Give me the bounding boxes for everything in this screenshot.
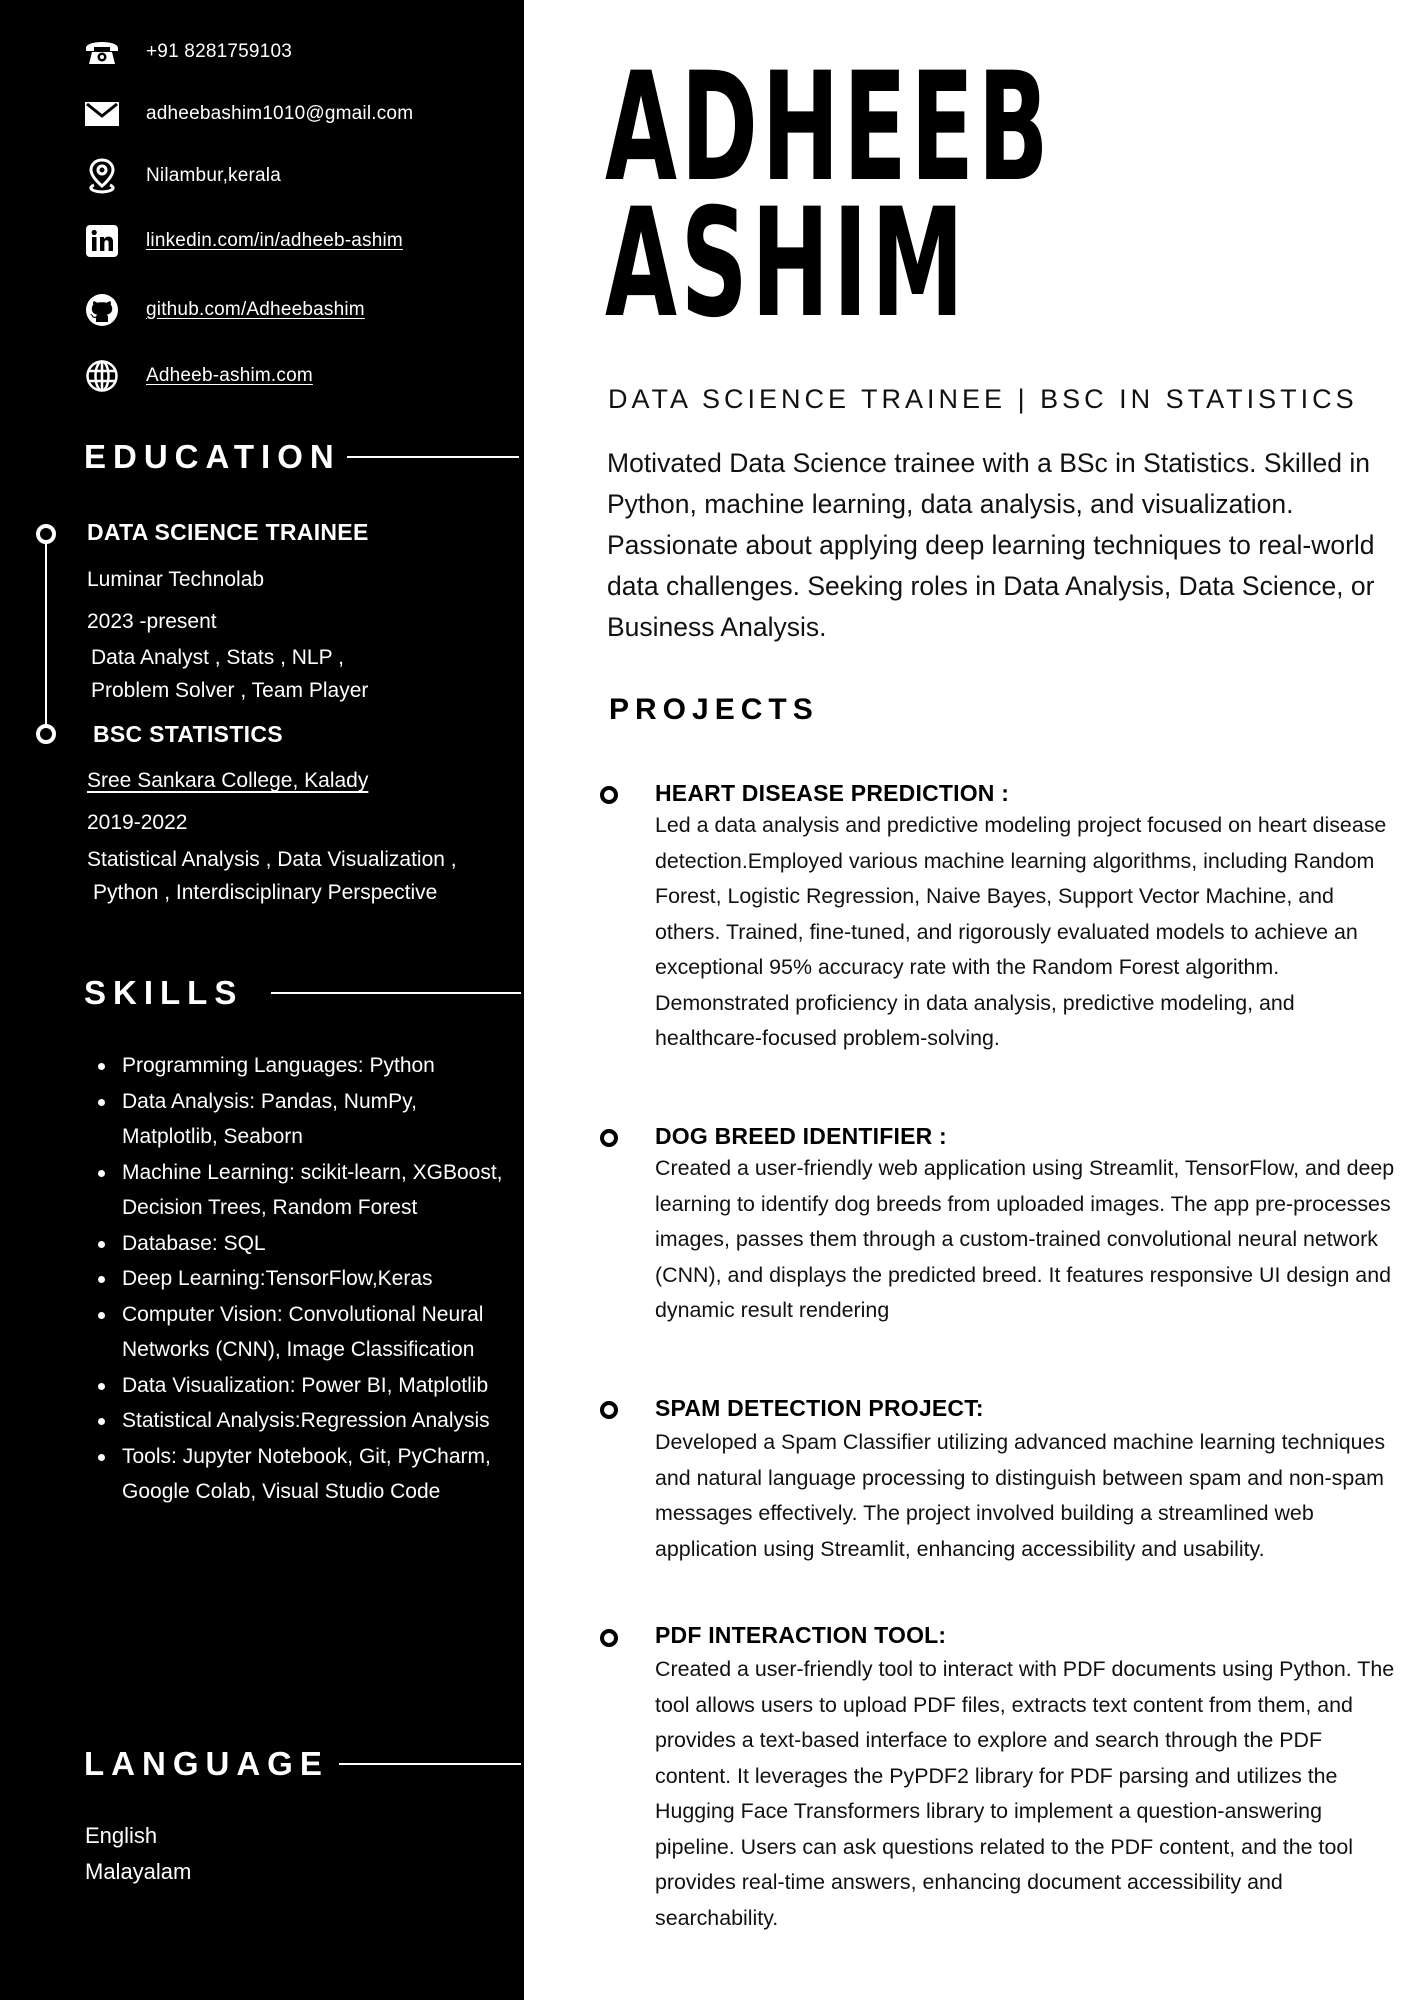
list-item: Machine Learning: scikit-learn, XGBoost, Decision Trees, Random Forest xyxy=(96,1155,516,1226)
education-timeline xyxy=(45,537,47,727)
envelope-icon xyxy=(82,94,122,134)
profile-summary: Motivated Data Science trainee with a BSc in Statistics. Skilled in Python, machine learning, data analysis, and visualization. Passionate about applying deep learning techniques to real-world data challenges. Seeking roles in Data Analysis, Data Science, or Business Analysis. xyxy=(607,448,1375,642)
project-description: Created a user-friendly tool to interact with PDF documents using Python. The tool allows users to upload PDF files, extracts text content from them, and provides a text-based interface to explore and search through the PDF content. It leverages the PyPDF2 library for PDF parsing and utilizes the Hugging Face Transformers library to implement a question-answering pipeline. Users can ask questions related to the PDF content, and the tool provides real-time answers, enhancing document accessibility and searchability. xyxy=(655,1657,1395,1930)
phone-number: +91 8281759103 xyxy=(146,41,292,62)
timeline-dot xyxy=(36,524,56,544)
education-period: 2019-2022 xyxy=(87,811,188,834)
list-item: Tools: Jupyter Notebook, Git, PyCharm, Google Colab, Visual Studio Code xyxy=(96,1439,516,1510)
contact-website[interactable] xyxy=(82,356,313,396)
list-item: Statistical Analysis:Regression Analysis xyxy=(96,1403,516,1439)
linkedin-link[interactable]: linkedin.com/in/adheeb-ashim xyxy=(146,230,403,251)
education-period: 2023 -present xyxy=(87,610,217,633)
project-title: SPAM DETECTION PROJECT: xyxy=(655,1395,984,1421)
list-item: Programming Languages: Python xyxy=(96,1048,516,1084)
skills-list xyxy=(96,1048,516,1510)
education-details: Python , Interdisciplinary Perspective xyxy=(93,881,438,904)
list-item: Data Visualization: Power BI, Matplotlib xyxy=(96,1368,516,1404)
sidebar xyxy=(0,0,524,2000)
website-link[interactable]: Adheeb-ashim.com xyxy=(146,365,313,386)
globe-icon xyxy=(82,356,122,396)
location-text: Nilambur,kerala xyxy=(146,165,281,186)
project-title: HEART DISEASE PREDICTION : xyxy=(655,780,1010,806)
education-institution: Luminar Technolab xyxy=(87,568,265,591)
contact-email[interactable] xyxy=(82,94,413,134)
project-title: PDF INTERACTION TOOL: xyxy=(655,1622,947,1648)
projects-heading: PROJECTS xyxy=(609,693,819,726)
contact-phone xyxy=(82,32,292,72)
language-item: Malayalam xyxy=(85,1859,192,1884)
github-link[interactable]: github.com/Adheebashim xyxy=(146,299,365,320)
project-bullet-icon xyxy=(600,1629,618,1647)
language-item: English xyxy=(85,1823,158,1848)
job-title: DATA SCIENCE TRAINEE | BSC IN STATISTICS xyxy=(608,384,1358,414)
project-bullet-icon xyxy=(600,786,618,804)
candidate-name xyxy=(605,41,1053,351)
timeline-dot xyxy=(36,724,56,744)
education-title: DATA SCIENCE TRAINEE xyxy=(87,519,369,545)
education-heading: EDUCATION xyxy=(84,438,519,476)
education-details: Problem Solver , Team Player xyxy=(91,679,369,702)
email-address[interactable]: adheebashim1010@gmail.com xyxy=(146,103,414,124)
education-title: BSC STATISTICS xyxy=(93,721,283,747)
project-description: Developed a Spam Classifier utilizing advanced machine learning techniques and natural language processing to distinguish between spam and non-spam messages effectively. The project involved building a streamlined web application using Streamlit, enhancing accessibility and usability. xyxy=(655,1430,1386,1561)
linkedin-icon xyxy=(82,221,122,261)
language-heading: LANGUAGE xyxy=(84,1745,521,1783)
project-title: DOG BREED IDENTIFIER : xyxy=(655,1123,947,1149)
education-details: Data Analyst , Stats , NLP , xyxy=(91,646,344,669)
education-details: Statistical Analysis , Data Visualization , xyxy=(87,848,457,871)
github-icon xyxy=(82,290,122,330)
contact-github[interactable] xyxy=(82,290,365,330)
list-item: Database: SQL xyxy=(96,1226,516,1262)
last-name: ASHIM xyxy=(605,177,968,351)
project-description: Created a user-friendly web application using Streamlit, TensorFlow, and deep learning to identify dog breeds from uploaded images. The app pre-processes images, passes them through a custom-trained convolutional neural network (CNN), and displays the predicted breed. It features responsive UI design and dynamic result rendering xyxy=(655,1156,1395,1322)
contact-linkedin[interactable] xyxy=(82,221,403,261)
education-heading-rule xyxy=(347,456,519,458)
phone-icon xyxy=(82,32,122,72)
list-item: Computer Vision: Convolutional Neural Networks (CNN), Image Classification xyxy=(96,1297,516,1368)
education-institution: Sree Sankara College, Kalady xyxy=(87,769,369,792)
contact-location xyxy=(82,156,281,196)
location-pin-icon xyxy=(82,156,122,196)
project-bullet-icon xyxy=(600,1129,618,1147)
skills-heading: SKILLS xyxy=(84,974,521,1012)
language-heading-rule xyxy=(339,1763,521,1765)
first-name: ADHEEB xyxy=(605,41,1053,215)
project-description: Led a data analysis and predictive modeling project focused on heart disease detection.Employed various machine learning algorithms, including Random Forest, Logistic Regression, Naive Bayes, Support Vector Machine, and others. Trained, fine-tuned, and rigorously evaluated models to achieve an exceptional 95% accuracy rate with the Random Forest algorithm. Demonstrated proficiency in data analysis, predictive modeling, and healthcare-focused problem-solving. xyxy=(655,813,1387,1050)
project-bullet-icon xyxy=(600,1401,618,1419)
list-item: Deep Learning:TensorFlow,Keras xyxy=(96,1261,516,1297)
skills-heading-rule xyxy=(271,992,521,994)
list-item: Data Analysis: Pandas, NumPy, Matplotlib, Seaborn xyxy=(96,1084,516,1155)
